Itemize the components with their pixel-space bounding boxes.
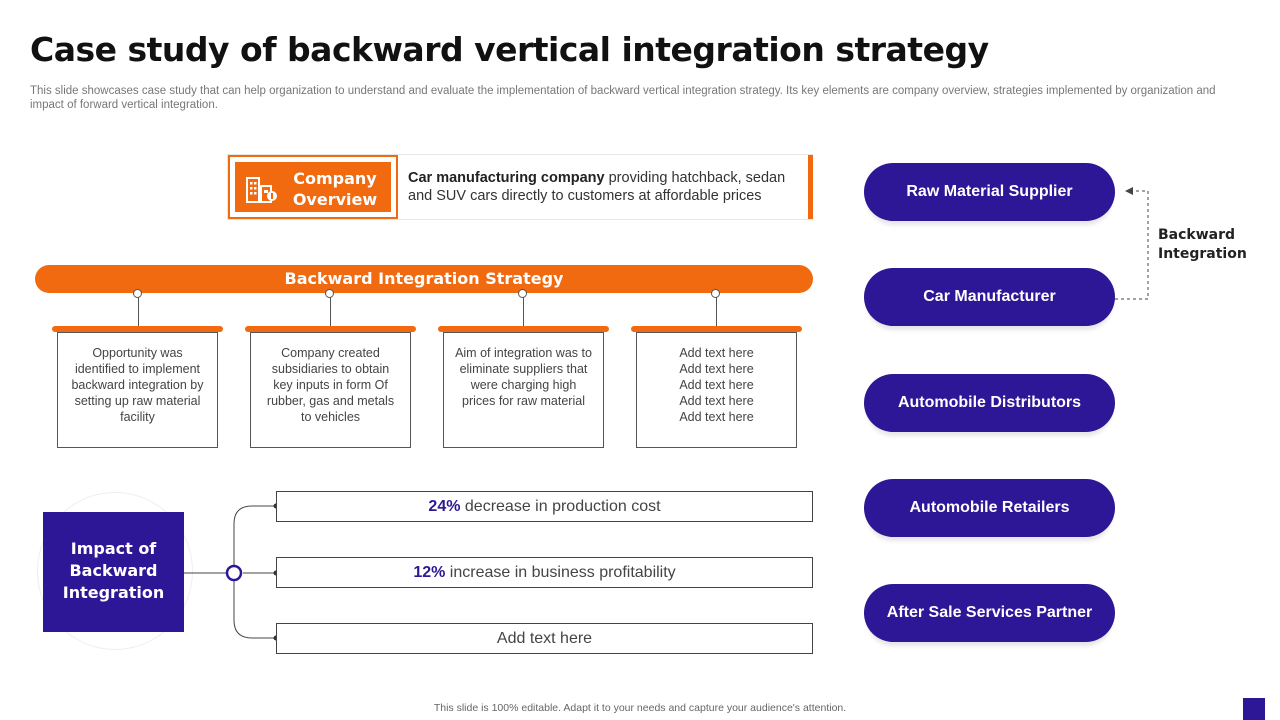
strategy-card-4: Add text here Add text here Add text here Add text here Add text here [636,332,797,448]
company-overview-text-bold: Car manufacturing company [408,170,605,186]
strategy-title-bar: Backward Integration Strategy [35,265,813,293]
company-overview-text-rest: providing hatchback, sedan and SUV cars directly to customers at affordable prices [408,170,786,204]
chain-car-manufacturer: Car Manufacturer [864,268,1115,326]
page-title: Case study of backward vertical integration strategy [30,30,989,69]
company-overview-label-line1: Company [293,169,377,188]
strategy-card-1: Opportunity was identified to implement backward integration by setting up raw material facility [57,332,218,448]
chain-automobile-retailers: Automobile Retailers [864,479,1115,537]
impact-result-text: decrease in production cost [460,498,661,515]
impact-result-text: increase in business profitability [445,564,676,581]
corner-decoration [1243,698,1265,720]
strategy-card-3: Aim of integration was to eliminate suppliers that were charging high prices for raw material [443,332,604,448]
chain-automobile-distributors: Automobile Distributors [864,374,1115,432]
impact-result-text: Add text here [496,630,593,647]
company-overview-label-line2: Overview [292,190,378,209]
backward-integration-label: Backward Integration [1158,227,1247,262]
chain-after-sale-services-partner: After Sale Services Partner [864,584,1115,642]
impact-result-pct: 12% [413,564,446,581]
page-subtitle: This slide showcases case study that can help organization to understand and evaluate the implementation of backward vertical integration strategy. Its key elements are company overview, strategies implemented by organization and impact of forward vertical integration. [30,85,1216,111]
strategy-card-2: Company created subsidiaries to obtain key inputs in form Of rubber, gas and metals to vehicles [250,332,411,448]
impact-result-pct: 24% [428,498,461,515]
chain-raw-material-supplier: Raw Material Supplier [864,163,1115,221]
footer-note: This slide is 100% editable. Adapt it to your needs and capture your audience's attention. [433,702,847,714]
impact-box: Impact of Backward Integration [43,512,184,632]
